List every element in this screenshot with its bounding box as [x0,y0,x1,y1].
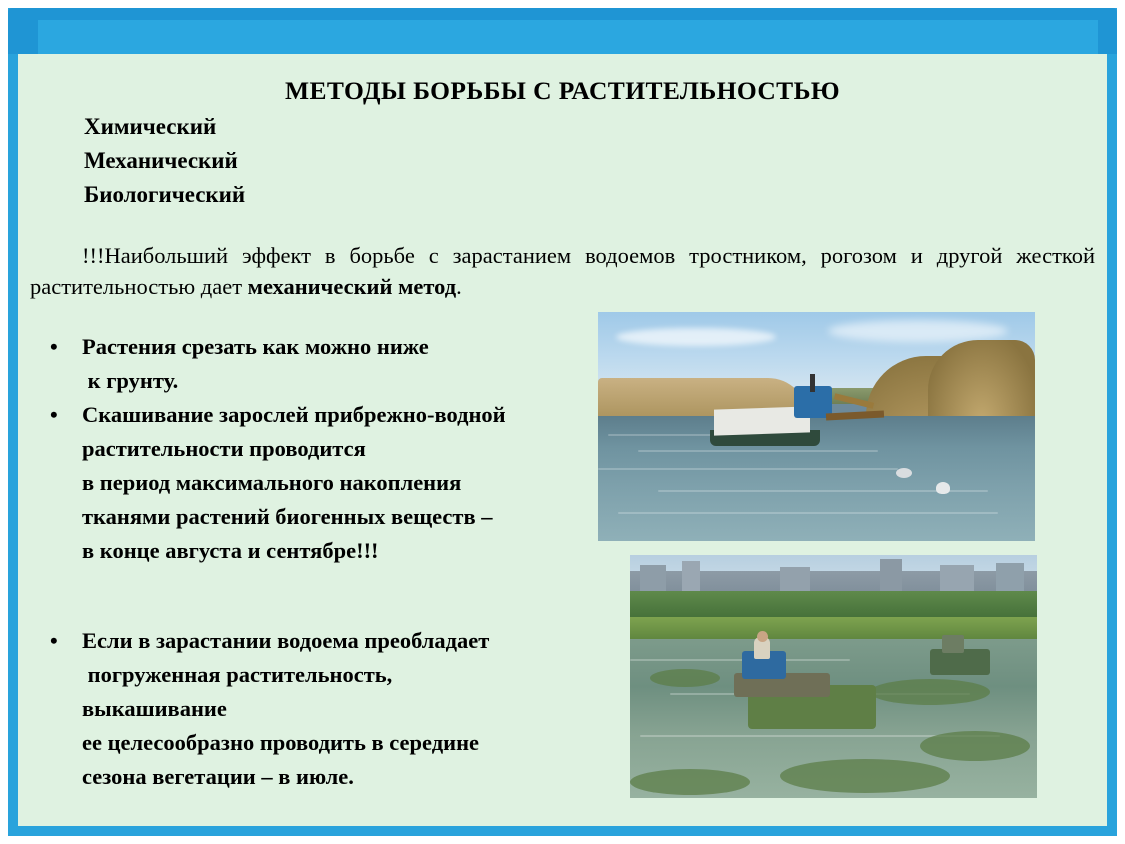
method-item-mechanical: Механический [84,148,238,173]
lead-paragraph [30,240,1095,302]
list-item [30,330,630,398]
photo-weed-patch [780,759,950,793]
bullet-marker-icon: • [50,402,58,427]
frame-right-border [1107,8,1117,836]
list-item-line: в конце августа и сентябре!!! [82,538,379,563]
frame-top-banner [8,8,1117,54]
bullet-list [30,330,630,794]
lead-text-emphasis: механический метод [247,274,457,299]
frame-left-border [8,8,18,836]
list-item-line: ее целесообразно проводить в середине [82,730,480,755]
list-item [30,398,630,568]
photo-operator-head [757,631,768,642]
photo-weed-patch [630,769,750,795]
photo-wave [618,512,998,514]
photo-ripple [630,659,850,661]
photo-weed-patch [870,679,990,705]
lead-text-before: !!!Наибольший эффект в борьбе с зарастанием водоемов тростником, рогозом и другой жесткой растительностью дает [30,243,1095,299]
list-item [30,624,630,794]
frame-top-banner-inner [38,20,1098,54]
list-item-line: Если в зарастании водоема преобладает [82,628,490,653]
photo-weed-patch [650,669,720,687]
photo-waterbird [936,482,950,494]
list-item-line: к грунту. [82,368,179,393]
photo-boat-mast [810,374,815,392]
list-item-line: сезона вегетации – в июле. [82,764,354,789]
list-item-line: Скашивание зарослей прибрежно-водной [82,402,506,427]
photo-float-marker [896,468,912,478]
photo-cloud [616,328,776,346]
photo-second-harvester-cabin [942,635,964,653]
page-title: МЕТОДЫ БОРЬБЫ С РАСТИТЕЛЬНОСТЬЮ [285,76,840,105]
slide-content-panel [18,54,1107,826]
photo-wave [598,468,898,470]
bullet-marker-icon: • [50,334,58,359]
methods-list [84,110,245,212]
bullet-marker-icon: • [50,628,58,653]
list-item-line: выкашивание [82,696,227,721]
list-item-line: растительности проводится [82,436,366,461]
list-item-line: погруженная растительность, [82,662,393,687]
list-item-line: тканями растений биогенных веществ – [82,504,493,529]
photo-cloud [828,320,1008,342]
frame-bottom-border [8,826,1117,836]
list-item-line: Растения срезать как можно ниже [82,334,429,359]
photo-weed-patch [920,731,1030,761]
method-item-biological: Биологический [84,182,246,207]
lead-text-after: . [456,274,462,299]
photo-aquatic-weed-harvester [630,555,1037,798]
spacer [30,568,630,624]
list-item-line: в период максимального накопления [82,470,462,495]
method-item-chemical: Химический [84,114,217,139]
photo-wave [638,450,878,452]
photo-reed-harvester-boat [598,312,1035,541]
